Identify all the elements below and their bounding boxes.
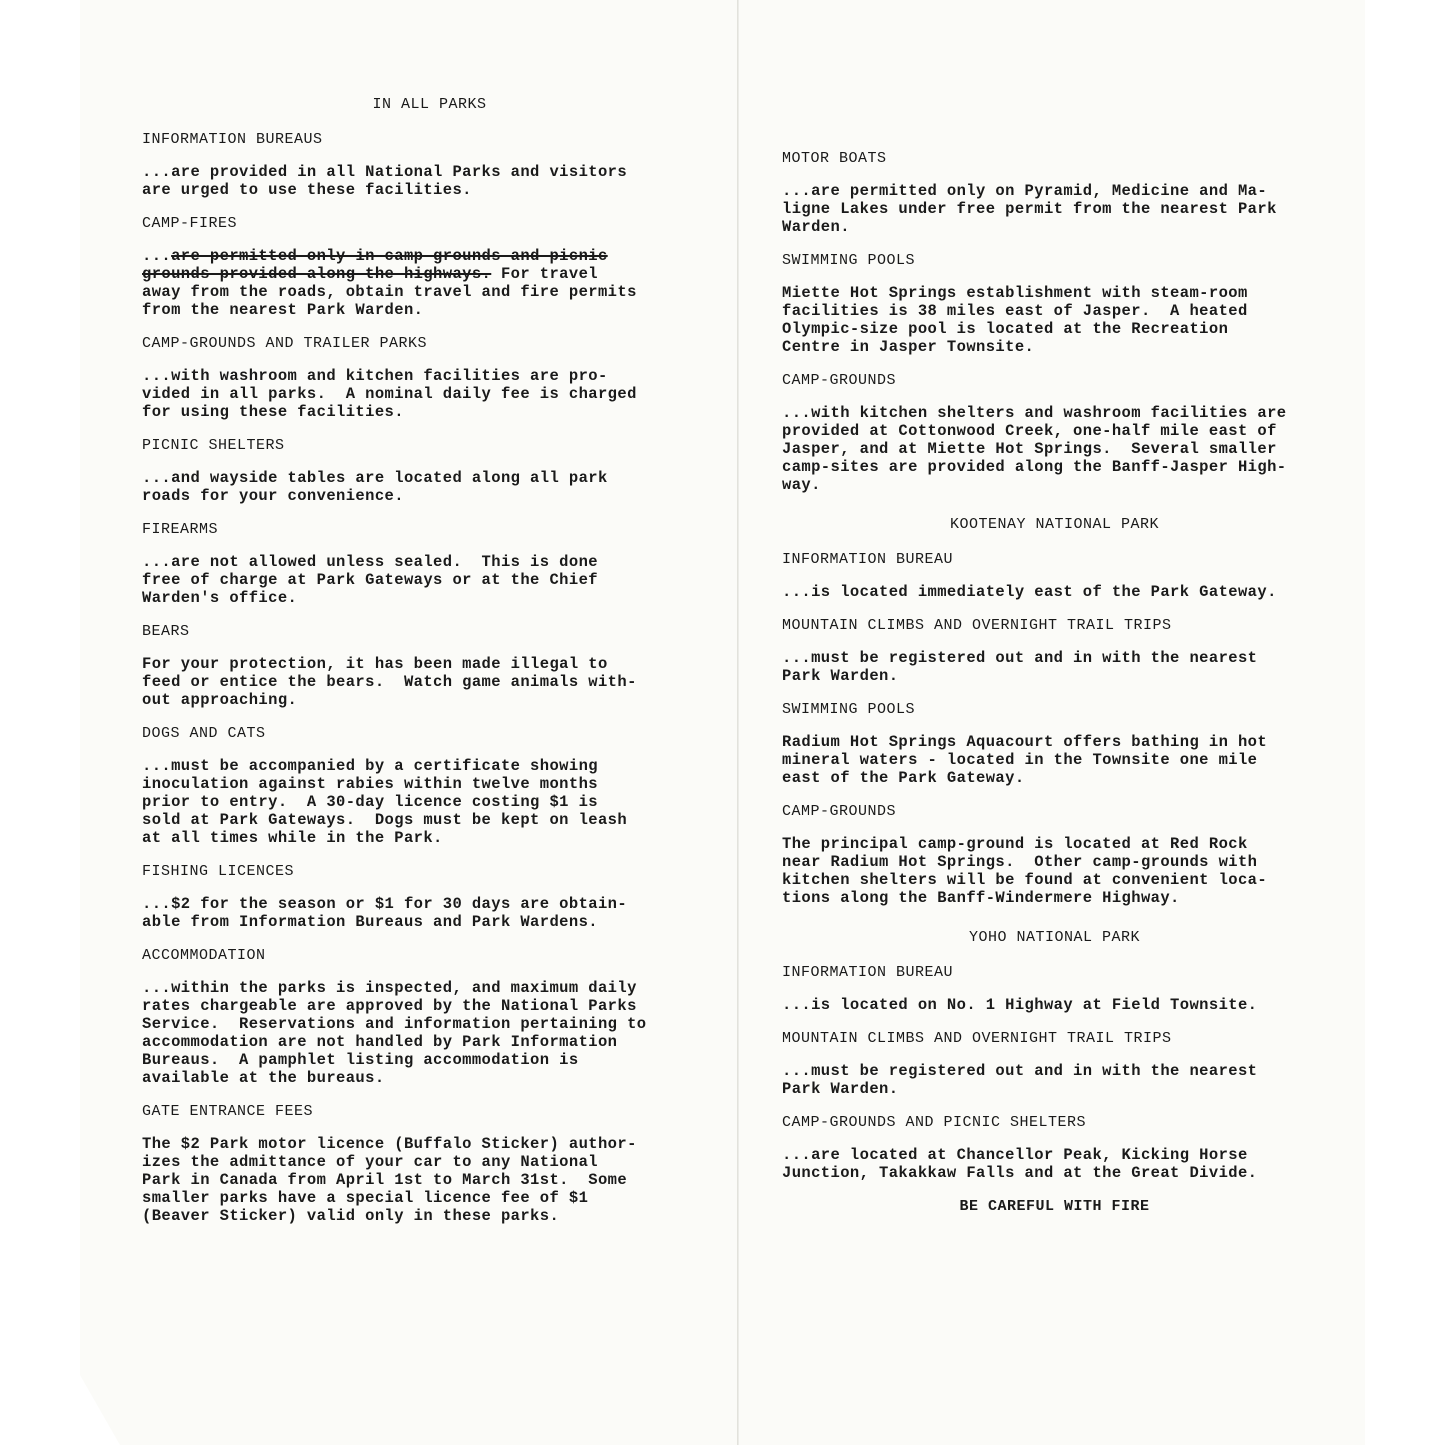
section-body: ...and wayside tables are located along all park roads for your convenience. — [142, 469, 608, 505]
section-body: ...are not allowed unless sealed. This is done free of charge at Park Gateways or at the Chief Warden's office. — [142, 553, 598, 607]
park-title-yoho: YOHO NATIONAL PARK — [968, 929, 1141, 946]
section-heading: FISHING LICENCES — [142, 863, 295, 880]
section-body: ...is located on No. 1 Highway at Field Townsite. — [782, 996, 1258, 1014]
section-body: ...must be registered out and in with the nearest Park Warden. — [782, 1062, 1258, 1098]
section-body: ...are permitted only on Pyramid, Medicine and Ma- ligne Lakes under free permit from the nearest Park Warden. — [782, 182, 1277, 236]
section-body: ...$2 for the season or $1 for 30 days are obtain- able from Information Bureaus and Park Wardens. — [142, 895, 628, 931]
section-body: ...is located immediately east of the Park Gateway. — [782, 583, 1277, 601]
section-heading: CAMP-GROUNDS — [782, 372, 897, 389]
section-heading: MOUNTAIN CLIMBS AND OVERNIGHT TRAIL TRIPS — [782, 1030, 1172, 1047]
section-heading: SWIMMING POOLS — [782, 701, 916, 718]
section-body: The principal camp-ground is located at Red Rock near Radium Hot Springs. Other camp-grounds with kitchen shelters will be found at convenient loca- tions along the Banff-Windermere Highway. — [782, 835, 1268, 907]
section-body: ...with washroom and kitchen facilities are pro- vided in all parks. A nominal daily fee is charged for using these facilities. — [142, 367, 637, 421]
section-body: For your protection, it has been made illegal to feed or entice the bears. Watch game animals with- out approaching. — [142, 655, 637, 709]
section-body: ...within the parks is inspected, and maximum daily rates chargeable are approved by the National Parks Service. Reservations and information pertaining to accommodation are not handled by Park Information Bureaus. A pamphlet listing accommodation is available at the bureaus. — [142, 979, 647, 1087]
section-heading: DOGS AND CATS — [142, 725, 266, 742]
section-heading: MOTOR BOATS — [782, 150, 887, 167]
section-heading: CAMP-GROUNDS AND TRAILER PARKS — [142, 335, 428, 352]
right-page — [782, 150, 1327, 1215]
section-heading: MOUNTAIN CLIMBS AND OVERNIGHT TRAIL TRIPS — [782, 617, 1172, 634]
section-body: ...must be accompanied by a certificate showing inoculation against rabies within twelve months prior to entry. A 30-day licence costing $1 is sold at Park Gateways. Dogs must be kept on leash at all times while in the Park. — [142, 757, 628, 847]
section-body: Radium Hot Springs Aquacourt offers bathing in hot mineral waters - located in the Townsite one mile east of the Park Gateway. — [782, 733, 1268, 787]
section-heading: FIREARMS — [142, 521, 219, 538]
section-heading: CAMP-FIRES — [142, 215, 238, 232]
section-heading: INFORMATION BUREAUS — [142, 131, 323, 148]
section-heading: ACCOMMODATION — [142, 947, 266, 964]
section-heading: CAMP-GROUNDS — [782, 803, 897, 820]
section-heading: INFORMATION BUREAU — [782, 964, 954, 981]
page-title: IN ALL PARKS — [372, 96, 487, 113]
closing-slogan: BE CAREFUL WITH FIRE — [959, 1198, 1150, 1215]
section-body: ...with kitchen shelters and washroom facilities are provided at Cottonwood Creek, one-half mile east of Jasper, and at Miette Hot Springs. Several smaller camp-sites are provided along the Banff-Jasper High- way. — [782, 404, 1287, 494]
section-heading: GATE ENTRANCE FEES — [142, 1103, 314, 1120]
torn-corner — [80, 1375, 120, 1445]
section-body: ...must be registered out and in with the nearest Park Warden. — [782, 649, 1258, 685]
section-heading: INFORMATION BUREAU — [782, 551, 954, 568]
section-heading: SWIMMING POOLS — [782, 252, 916, 269]
park-title-kootenay: KOOTENAY NATIONAL PARK — [949, 516, 1160, 533]
section-heading: CAMP-GROUNDS AND PICNIC SHELTERS — [782, 1114, 1087, 1131]
section-heading: BEARS — [142, 623, 190, 640]
section-body: The $2 Park motor licence (Buffalo Sticker) author- izes the admittance of your car to any National Park in Canada from April 1st to March 31st. Some smaller parks have a special licence fee of $1 (Beaver Sticker) valid only in these parks. — [142, 1135, 637, 1225]
body-prefix: ... — [142, 247, 172, 265]
page-fold — [737, 0, 739, 1445]
left-page — [142, 96, 717, 1241]
section-body-campfires — [142, 247, 717, 319]
section-heading: PICNIC SHELTERS — [142, 437, 285, 454]
section-body: ...are located at Chancellor Peak, Kicking Horse Junction, Takakkaw Falls and at the Great Divide. — [782, 1146, 1258, 1182]
struck-text: are permitted only in camp-grounds and picnic grounds provided along the highways. — [142, 247, 608, 283]
body-remainder: For travel away from the roads, obtain travel and fire permits from the nearest Park Warden. — [142, 265, 637, 319]
section-body: ...are provided in all National Parks and visitors are urged to use these facilities. — [142, 163, 628, 199]
section-body: Miette Hot Springs establishment with steam-room facilities is 38 miles east of Jasper. A heated Olympic-size pool is located at the Recreation Centre in Jasper Townsite. — [782, 284, 1248, 356]
